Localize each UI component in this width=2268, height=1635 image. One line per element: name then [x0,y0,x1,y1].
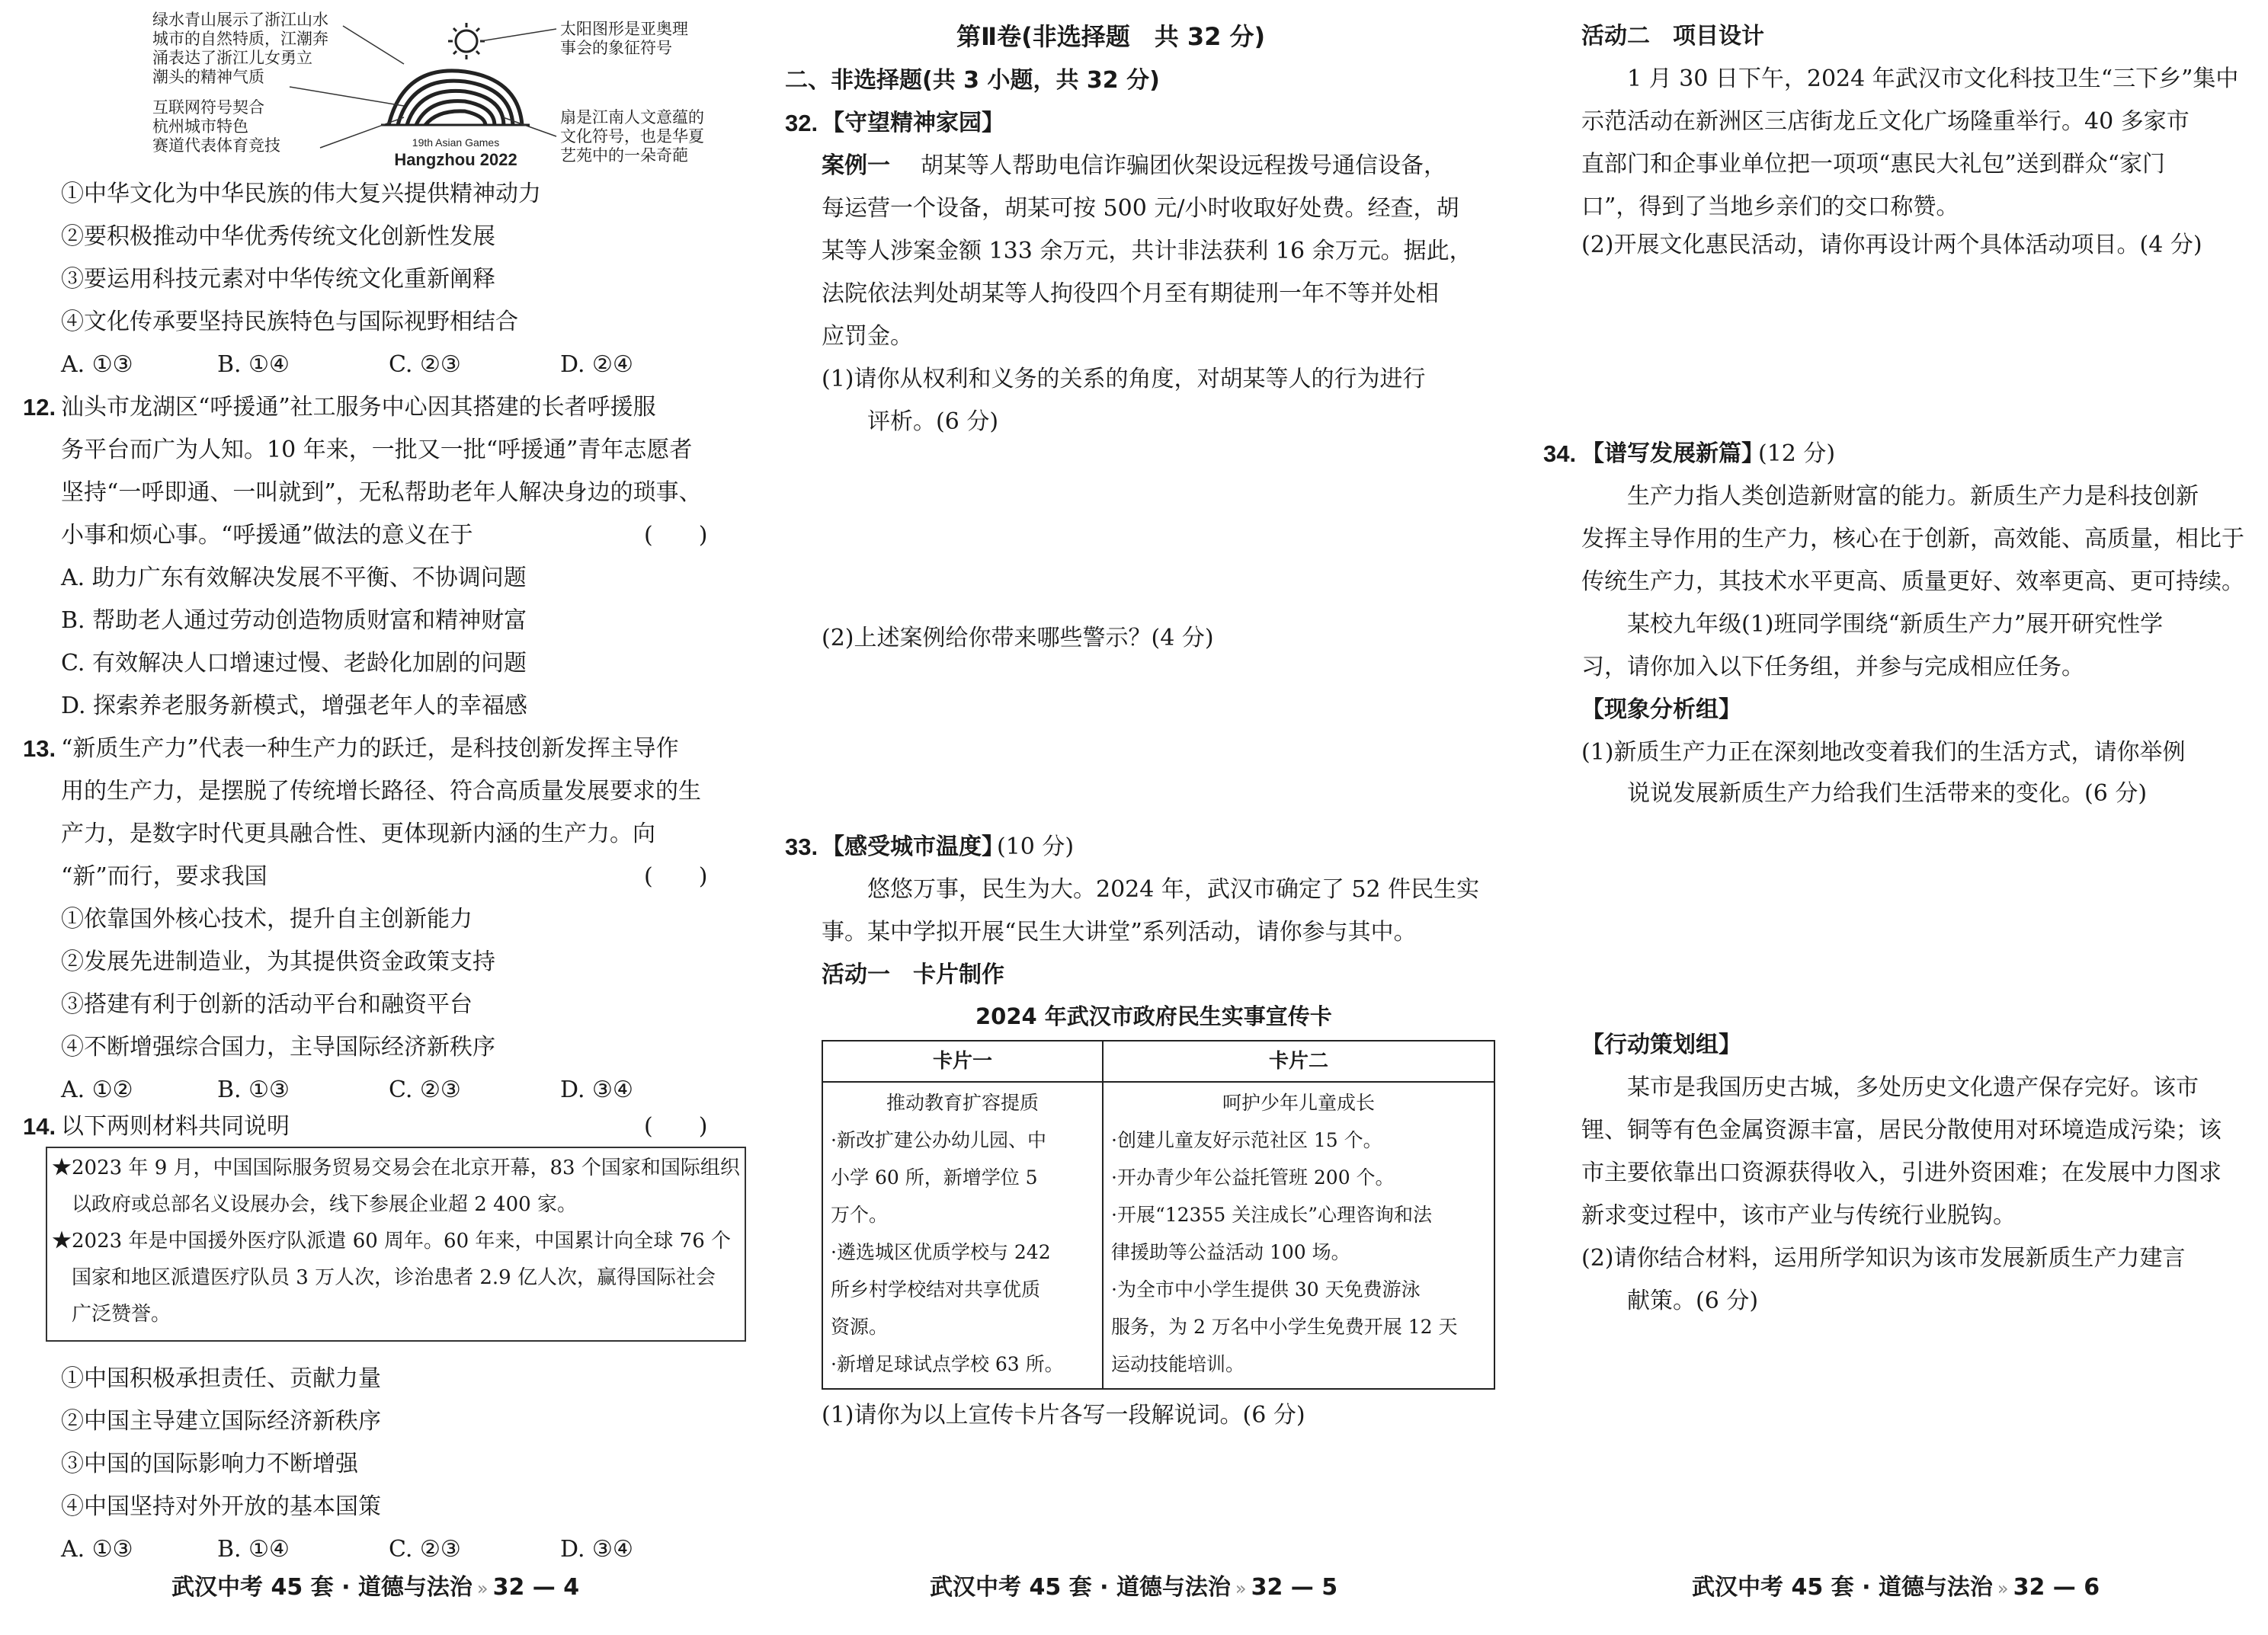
q13-choice-d: D. ③④ [560,1077,633,1103]
logo-annotation: 互联网符号契合 [152,98,264,117]
q33-intro-line: 悠悠万事，民生为大。2024 年，武汉市确定了 52 件民生实 [867,876,1480,903]
q14-material-line: 国家和地区派遣医疗队员 3 万人次，诊治患者 2.9 亿人次，赢得国际社会 [52,1266,716,1289]
q13-stem-line: “新”而行，要求我国 [61,863,267,890]
footer-arrow-icon: » [476,1578,489,1599]
logo-annotation: 杭州城市特色 [152,117,248,136]
q14-material-line: 广泛赞誉。 [52,1303,171,1326]
group2-line: 新求变过程中，该市产业与传统行业脱钩。 [1581,1202,2016,1229]
q34-intro-line: 发挥主导作用的生产力，核心在于创新，高效能、高质量，相比于 [1581,526,2244,552]
q14-option: ④中国坚持对外开放的基本国策 [61,1493,381,1520]
q12-answer-paren: ( ) [644,522,708,549]
q14-material-line: ★2023 年是中国援外医疗队派遣 60 周年。60 年来，中国累计向全球 76 个 [52,1230,732,1253]
logo-annotation: 赛道代表体育竞技 [152,136,280,155]
q13-stem-line: 产力，是数字时代更具融合性、更体现新内涵的生产力。向 [61,821,655,847]
q13-stem-line: 用的生产力，是摆脱了传统增长路径、符合高质量发展要求的生 [61,778,701,805]
publicity-card-table [822,1040,1495,1390]
q32-title: 【守望精神家园】 [822,110,1004,136]
logo-leader-lines-icon [152,11,701,174]
q13-number: 13. [23,735,56,762]
logo-annotation: 文化符号，也是华夏 [560,127,704,146]
group2-question-cont: 献策。(6 分) [1627,1288,1759,1314]
q33-number: 33. [785,833,818,860]
q11-option: ③要运用科技元素对中华传统文化重新阐释 [61,266,495,293]
q11-choice-d: D. ②④ [560,351,633,378]
q11-option: ④文化传承要坚持民族特色与国际视野相结合 [61,309,518,335]
q11-choice-c: C. ②③ [389,351,461,378]
page-column-right [1543,0,2244,1635]
q33-sub1: (1)请你为以上宣传卡片各写一段解说词。(6 分) [822,1402,1305,1429]
card2-line: 呵护少年儿童成长 [1222,1092,1375,1114]
footer-arrow-icon: » [1235,1578,1247,1599]
q32-sub2: (2)上述案例给你带来哪些警示？(4 分) [822,625,1214,651]
q14-choice-b: B. ①④ [217,1536,290,1563]
card2-line: ·创建儿童友好示范社区 15 个。 [1111,1129,1382,1151]
q12-number: 12. [23,394,56,421]
q32-case-line: 胡某等人帮助电信诈骗团伙架设远程拨号通信设备， [921,152,1446,179]
footer-title: 武汉中考 45 套 · 道德与法治 [1692,1574,1993,1601]
q33-title: 【感受城市温度】 [822,833,1004,860]
logo-annotation: 潮头的精神气质 [152,68,264,86]
q34-intro-line: 传统生产力，其技术水平更高、质量更好、效率更高、更可持续。 [1581,568,2244,595]
q11-choice-b: B. ①④ [217,351,290,378]
q12-choice: C. 有效解决人口增速过慢、老龄化加剧的问题 [61,650,527,677]
footer-page-number: 32 — 4 [492,1574,580,1601]
q12-choice: A. 助力广东有效解决发展不平衡、不协调问题 [61,565,527,591]
card2-line: ·开办青少年公益托管班 200 个。 [1111,1166,1395,1189]
card1-line: ·新改扩建公办幼儿园、中 [831,1129,1046,1151]
logo-annotation: 城市的自然特质，江潮奔 [152,30,328,48]
group2-line: 市主要依靠出口资源获得收入，引进外资困难；在发展中力图求 [1581,1160,2222,1186]
section-title: 第Ⅱ卷(非选择题 共 32 分) [956,22,1266,51]
q32-case-label: 案例一 [822,152,890,179]
logo-annotation: 涌表达了浙江儿女勇立 [152,49,312,67]
q12-stem-line: 务平台而广为人知。10 年来，一批又一批“呼援通”青年志愿者 [61,437,693,463]
q14-choice-c: C. ②③ [389,1536,461,1563]
q34-intro-line: 习，请你加入以下任务组，并参与完成相应任务。 [1581,654,2084,680]
card2-line: 运动技能培训。 [1111,1353,1245,1375]
q34-title: 【谱写发展新篇】 [1581,440,1764,467]
card2-line: 律援助等公益活动 100 场。 [1111,1241,1350,1263]
footer-page-number: 32 — 6 [2013,1574,2100,1601]
activity2-title: 活动二 项目设计 [1581,23,1764,50]
q32-case-line: 应罚金。 [822,323,913,350]
q14-number: 14. [23,1113,56,1140]
q12-choice: B. 帮助老人通过劳动创造物质财富和精神财富 [61,607,527,634]
activity2-question: (2)开展文化惠民活动，请你再设计两个具体活动项目。(4 分) [1581,232,2202,258]
q33-score: (10 分) [997,833,1075,860]
q33-intro-line: 事。某中学拟开展“民生大讲堂”系列活动，请你参与其中。 [822,919,1417,945]
q13-option: ④不断增强综合国力，主导国际经济新秩序 [61,1034,495,1061]
q32-sub1-cont: 评析。(6 分) [867,408,999,435]
q32-case-line: 某等人涉案金额 133 余万元，共计非法获利 16 余万元。据此， [822,238,1472,264]
activity2-line: 1 月 30 日下午，2024 年武汉市文化科技卫生“三下乡”集中 [1627,66,2239,92]
q34-score: (12 分) [1758,440,1836,467]
q13-stem-line: “新质生产力”代表一种生产力的跃迁，是科技创新发挥主导作 [61,735,679,762]
activity2-line: 口”，得到了当地乡亲们的交口称赞。 [1581,194,1959,220]
group1-title: 【现象分析组】 [1581,696,1741,723]
q11-option: ①中华文化为中华民族的伟大复兴提供精神动力 [61,181,541,207]
q32-number: 32. [785,110,818,136]
logo-annotation: 扇是江南人文意蕴的 [560,108,704,126]
q14-option: ②中国主导建立国际经济新秩序 [61,1408,381,1435]
group2-line: 某市是我国历史古城，多处历史文化遗产保存完好。该市 [1627,1074,2199,1101]
activity2-line: 直部门和企事业单位把一项项“惠民大礼包”送到群众“家门 [1581,151,2166,178]
page-footer [930,1568,1337,1601]
q13-choice-b: B. ①③ [217,1077,290,1103]
q14-material-line: 以政府或总部名义设展办会，线下参展企业超 2 400 家。 [52,1193,577,1216]
q14-choice-a: A. ①③ [61,1536,133,1563]
card1-line: 小学 60 所，新增学位 5 [831,1166,1038,1189]
footer-title: 武汉中考 45 套 · 道德与法治 [171,1574,472,1601]
card1-line: 所乡村学校结对共享优质 [831,1278,1041,1301]
q14-material-line: ★2023 年 9 月，中国国际服务贸易交易会在北京开幕，83 个国家和国际组织 [52,1157,740,1179]
logo-annotation: 太阳图形是亚奥理 [560,20,688,38]
card2-line: 服务，为 2 万名中小学生免费开展 12 天 [1111,1316,1458,1338]
group2-question: (2)请你结合材料，运用所学知识为该市发展新质生产力建言 [1581,1245,2186,1272]
logo-annotation: 绿水青山展示了浙江山水 [152,11,328,29]
q14-answer-paren: ( ) [644,1113,708,1140]
card-title: 2024 年武汉市政府民生实事宣传卡 [975,1003,1332,1029]
group1-question-cont: 说说发展新质生产力给我们生活带来的变化。(6 分) [1627,780,2148,807]
q32-case-line: 每运营一个设备，胡某可按 500 元/小时收取好处费。经查，胡 [822,195,1459,222]
q32-sub1: (1)请你从权利和义务的关系的角度，对胡某等人的行为进行 [822,366,1426,392]
q12-stem-line: 汕头市龙湖区“呼援通”社工服务中心因其搭建的长者呼援服 [61,394,656,421]
q14-material-box [46,1147,746,1342]
q33-activity1: 活动一 卡片制作 [822,961,1004,988]
logo-games-small-text: 19th Asian Games [412,136,500,149]
page-column-middle [785,0,1494,1635]
page-footer [1692,1568,2100,1601]
card2-line: ·开展“12355 关注成长”心理咨询和法 [1111,1204,1432,1226]
footer-page-number: 32 — 5 [1251,1574,1338,1601]
card1-line: 推动教育扩容提质 [886,1092,1039,1114]
asian-games-logo-figure [152,11,704,174]
group2-line: 锂、铜等有色金属资源丰富，居民分散使用对环境造成污染；该 [1581,1117,2222,1144]
q13-choice-c: C. ②③ [389,1077,461,1103]
q34-number: 34. [1543,440,1577,467]
card1-line: 资源。 [831,1316,889,1338]
table-divider [823,1081,1494,1083]
card1-line: ·遴选城区优质学校与 242 [831,1241,1051,1263]
page-column-left [23,0,754,1635]
logo-games-big-text: Hangzhou 2022 [394,150,517,169]
q13-choice-a: A. ①② [61,1077,133,1103]
footer-title: 武汉中考 45 套 · 道德与法治 [930,1574,1231,1601]
q13-option: ②发展先进制造业，为其提供资金政策支持 [61,949,495,975]
group2-title: 【行动策划组】 [1581,1032,1741,1058]
footer-arrow-icon: » [1997,1578,2009,1599]
q13-option: ①依靠国外核心技术，提升自主创新能力 [61,906,472,933]
group1-question: (1)新质生产力正在深刻地改变着我们的生活方式，请你举例 [1581,739,2186,766]
q34-intro-line: 某校九年级(1)班同学围绕“新质生产力”展开研究性学 [1627,611,2164,638]
activity2-line: 示范活动在新洲区三店街龙丘文化广场隆重举行。40 多家市 [1581,108,2190,135]
q14-option: ①中国积极承担责任、贡献力量 [61,1365,381,1392]
card1-header: 卡片一 [932,1050,992,1073]
page-footer [171,1568,579,1601]
card1-line: 万个。 [831,1204,889,1226]
card2-header: 卡片二 [1268,1050,1328,1073]
q11-choice-a: A. ①③ [61,351,133,378]
section-subtitle: 二、非选择题(共 3 小题，共 32 分) [785,67,1160,94]
q12-stem-line: 小事和烦心事。“呼援通”做法的意义在于 [61,522,473,549]
q12-choice: D. 探索养老服务新模式，增强老年人的幸福感 [61,693,528,719]
card2-line: ·为全市中小学生提供 30 天免费游泳 [1111,1278,1421,1301]
q14-option: ③中国的国际影响力不断增强 [61,1451,358,1477]
q12-stem-line: 坚持“一呼即通、一叫就到”，无私帮助老年人解决身边的琐事、 [61,479,702,506]
q14-stem: 以下两则材料共同说明 [61,1113,290,1140]
q13-option: ③搭建有利于创新的活动平台和融资平台 [61,991,472,1018]
q34-intro-line: 生产力指人类创造新财富的能力。新质生产力是科技创新 [1627,483,2199,510]
q14-choice-d: D. ③④ [560,1536,633,1563]
q32-case-line: 法院依法判处胡某等人拘役四个月至有期徒刑一年不等并处相 [822,280,1439,307]
q11-option: ②要积极推动中华优秀传统文化创新性发展 [61,223,495,250]
logo-annotation: 事会的象征符号 [560,39,672,57]
card1-line: ·新增足球试点学校 63 所。 [831,1353,1064,1375]
logo-annotation: 艺苑中的一朵奇葩 [560,146,688,165]
q13-answer-paren: ( ) [644,863,708,890]
